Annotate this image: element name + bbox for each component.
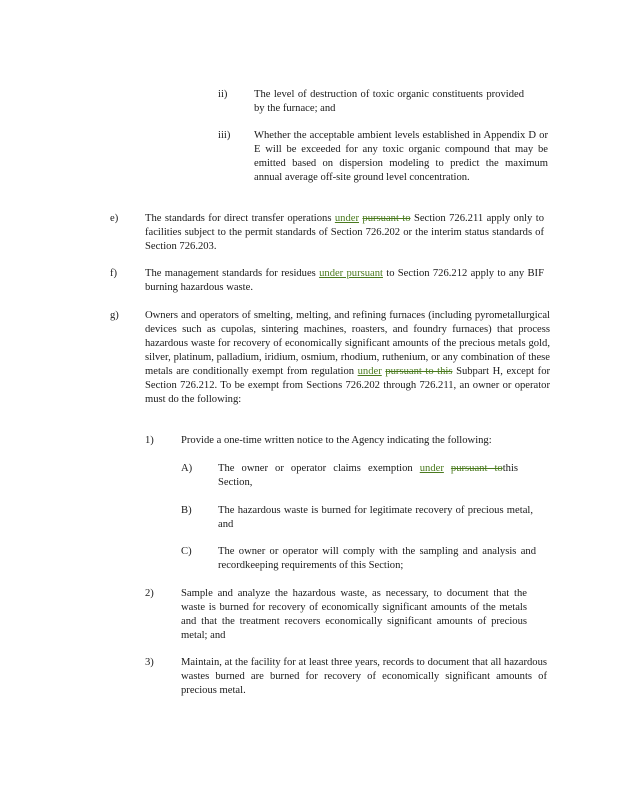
- text-run: Owners and operators of smelting, melting, and refining furnaces (including pyrometallurgical devices such as cupolas, sintering machines, roasters, and foundry furnaces) that process hazardous waste for recovery of economically significant amounts of the precious metals gold, silver, platinum, palladium, iridium, osmium, rhodium, ruthenium, or any combination of these metals are conditionally exempt from regulation: [145, 310, 550, 377]
- inserted-text: under pursuant: [319, 268, 383, 279]
- item-text: Sample and analyze the hazardous waste, as necessary, to document that the waste is burned for recovery of economically significant amounts of the metals and that the treatment recovers economically significant amounts of precious metal; and: [181, 588, 527, 641]
- item-text: Whether the acceptable ambient levels established in Appendix D or E will be exceeded for any toxic organic compound that may be emitted based on dispersion modeling to predict the maximum annual average off-site ground level concentration.: [254, 130, 548, 183]
- deleted-text: pursuant to: [362, 213, 411, 224]
- item-marker: e): [110, 213, 119, 224]
- item-text: Maintain, at the facility for at least three years, records to document that all hazardous wastes burned are burned for recovery of economically significant amounts of precious metal.: [181, 657, 547, 696]
- inserted-text: under: [357, 366, 382, 377]
- text-run: this Section,: [218, 463, 519, 488]
- item-text: The owner or operator will comply with the sampling and analysis and recordkeeping requirements of this Section;: [218, 546, 536, 571]
- item-marker: B): [181, 505, 192, 516]
- text-run: [444, 463, 451, 474]
- deleted-text: pursuant to this: [385, 366, 453, 377]
- text-run: The owner or operator claims exemption: [218, 463, 420, 474]
- inserted-text: under: [334, 213, 359, 224]
- item-text: [218, 462, 518, 490]
- item-marker: C): [181, 546, 192, 557]
- item-marker: 1): [145, 435, 154, 446]
- item-text: [145, 309, 550, 407]
- item-text: The level of destruction of toxic organic constituents provided by the furnace; and: [254, 89, 524, 114]
- item-text: The hazardous waste is burned for legitimate recovery of precious metal, and: [218, 505, 533, 530]
- text-run: The standards for direct transfer operations: [145, 213, 335, 224]
- item-text: [145, 267, 544, 295]
- item-marker: 3): [145, 657, 154, 668]
- item-marker: iii): [218, 130, 231, 141]
- text-run: The management standards for residues: [145, 268, 320, 279]
- text-run: Subpart H, except for Section 726.212. To be exempt from Sections 726.202 through 726.211, an owner or operator must do the following:: [145, 366, 551, 405]
- item-marker: f): [110, 268, 118, 279]
- item-marker: ii): [218, 89, 228, 100]
- text-run: to Section 726.212 apply to any BIF burning hazardous waste.: [145, 268, 544, 293]
- item-marker: g): [110, 310, 119, 321]
- item-marker: 2): [145, 588, 154, 599]
- inserted-text: under: [419, 463, 444, 474]
- item-text: Provide a one-time written notice to the Agency indicating the following:: [181, 435, 492, 446]
- text-run: Section 726.211 apply only to facilities subject to the permit standards of Section 726.202 or the interim status standards of Section 726.203.: [145, 213, 544, 252]
- deleted-text: pursuant to: [450, 463, 503, 474]
- item-text: [145, 212, 544, 254]
- item-marker: A): [181, 463, 193, 474]
